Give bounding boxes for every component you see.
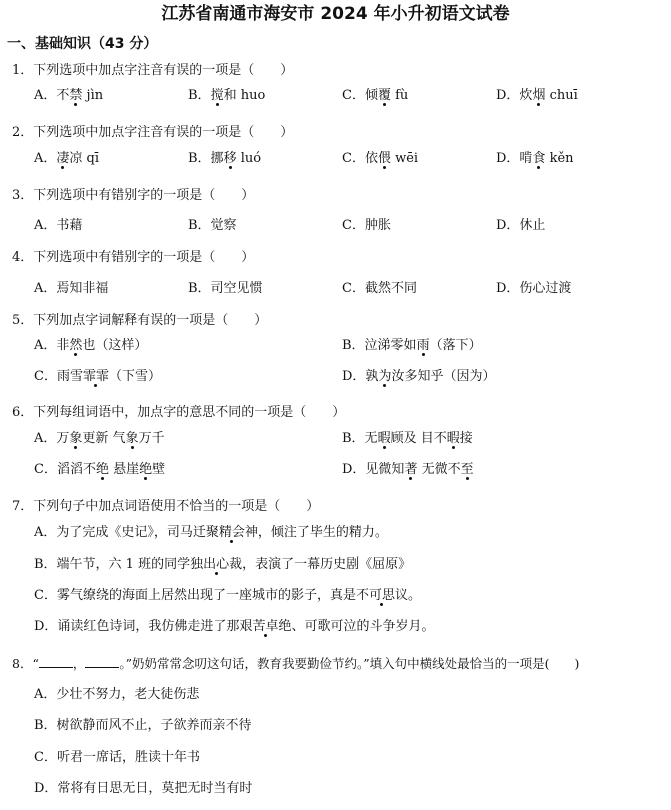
q4-option-b: B．司空见惯 [188, 281, 263, 296]
q8-option-d: D．常将有日思无日，莫把无时当有时 [34, 781, 253, 796]
question-6-stem: 6．下列每组词语中，加点字的意思不同的一项是（ ） [12, 405, 346, 420]
q3-option-a: A．书藉 [34, 218, 83, 233]
q3-option-b: B．觉察 [188, 218, 237, 233]
q8-option-b: B．树欲静而风不止，子欲养而亲不待 [34, 718, 252, 733]
q7-option-c: C．雾气缭绕的海面上居然出现了一座城市的影子，真是不可思议。 [34, 588, 421, 603]
question-4-stem: 4．下列选项中有错别字的一项是（ ） [12, 250, 255, 265]
q2-option-b: B．挪移 luó [188, 151, 262, 166]
q8-option-a: A．少壮不努力，老大徒伤悲 [34, 687, 200, 702]
q5-option-d: D．孰为汝多知乎（因为） [342, 369, 496, 384]
q6-option-d: D．见微知著 无微不至 [342, 462, 474, 477]
q5-option-b: B．泣涕零如雨（落下） [342, 338, 482, 353]
question-2-stem: 2．下列选项中加点字注音有误的一项是（ ） [12, 125, 294, 140]
q1-option-d: D．炊烟 chuī [496, 88, 578, 103]
q4-option-c: C．截然不同 [342, 281, 417, 296]
q1-option-a: A．不禁 jìn [34, 88, 104, 103]
q6-option-a: A．万象更新 气象万千 [34, 431, 165, 446]
q3-option-d: D．休止 [496, 218, 546, 233]
q8-option-c: C．听君一席话，胜读十年书 [34, 750, 200, 765]
q2-option-d: D．啃食 kěn [496, 151, 574, 166]
q6-option-b: B．无暇顾及 目不暇接 [342, 431, 473, 446]
q7-option-b: B．端午节，六 1 班的同学独出心裁，表演了一幕历史剧《屈原》 [34, 557, 412, 572]
q2-option-c: C．依偎 wēi [342, 151, 419, 166]
question-5-stem: 5．下列加点字词解释有误的一项是（ ） [12, 313, 268, 328]
q4-option-a: A．焉知非福 [34, 281, 109, 296]
question-3-stem: 3．下列选项中有错别字的一项是（ ） [12, 188, 255, 203]
q7-option-a: A．为了完成《史记》，司马迁聚精会神，倾注了毕生的精力。 [34, 525, 388, 540]
answer-blank [85, 655, 119, 668]
q1-option-c: C．倾覆 fù [342, 88, 409, 103]
q2-option-a: A．凄凉 qī [34, 151, 100, 166]
q5-option-a: A．非然也（这样） [34, 338, 148, 353]
q6-option-c: C．滔滔不绝 悬崖绝壁 [34, 462, 166, 477]
question-1-stem: 1．下列选项中加点字注音有误的一项是（ ） [12, 63, 294, 78]
q3-option-c: C．肿胀 [342, 218, 391, 233]
q5-option-c: C．雨雪霏霏（下雪） [34, 369, 161, 384]
section-heading: 一、基础知识（43 分） [7, 36, 158, 52]
question-7-stem: 7．下列句子中加点词语使用不恰当的一项是（ ） [12, 499, 320, 514]
q1-option-b: B．搅和 huo [188, 88, 266, 103]
answer-blank [39, 655, 73, 668]
exam-title: 江苏省南通市海安市 2024 年小升初语文试卷 [161, 4, 510, 24]
q4-option-d: D．伤心过渡 [496, 281, 572, 296]
q7-option-d: D．诵读红色诗词，我仿佛走进了那艰苦卓绝、可歌可泣的斗争岁月。 [34, 619, 435, 634]
question-8-stem: 8．“ ， 。”奶奶常常念叨这句话，教育我要勤俭节约。”填入句中横线处最恰当的一项是( ) [12, 656, 580, 671]
